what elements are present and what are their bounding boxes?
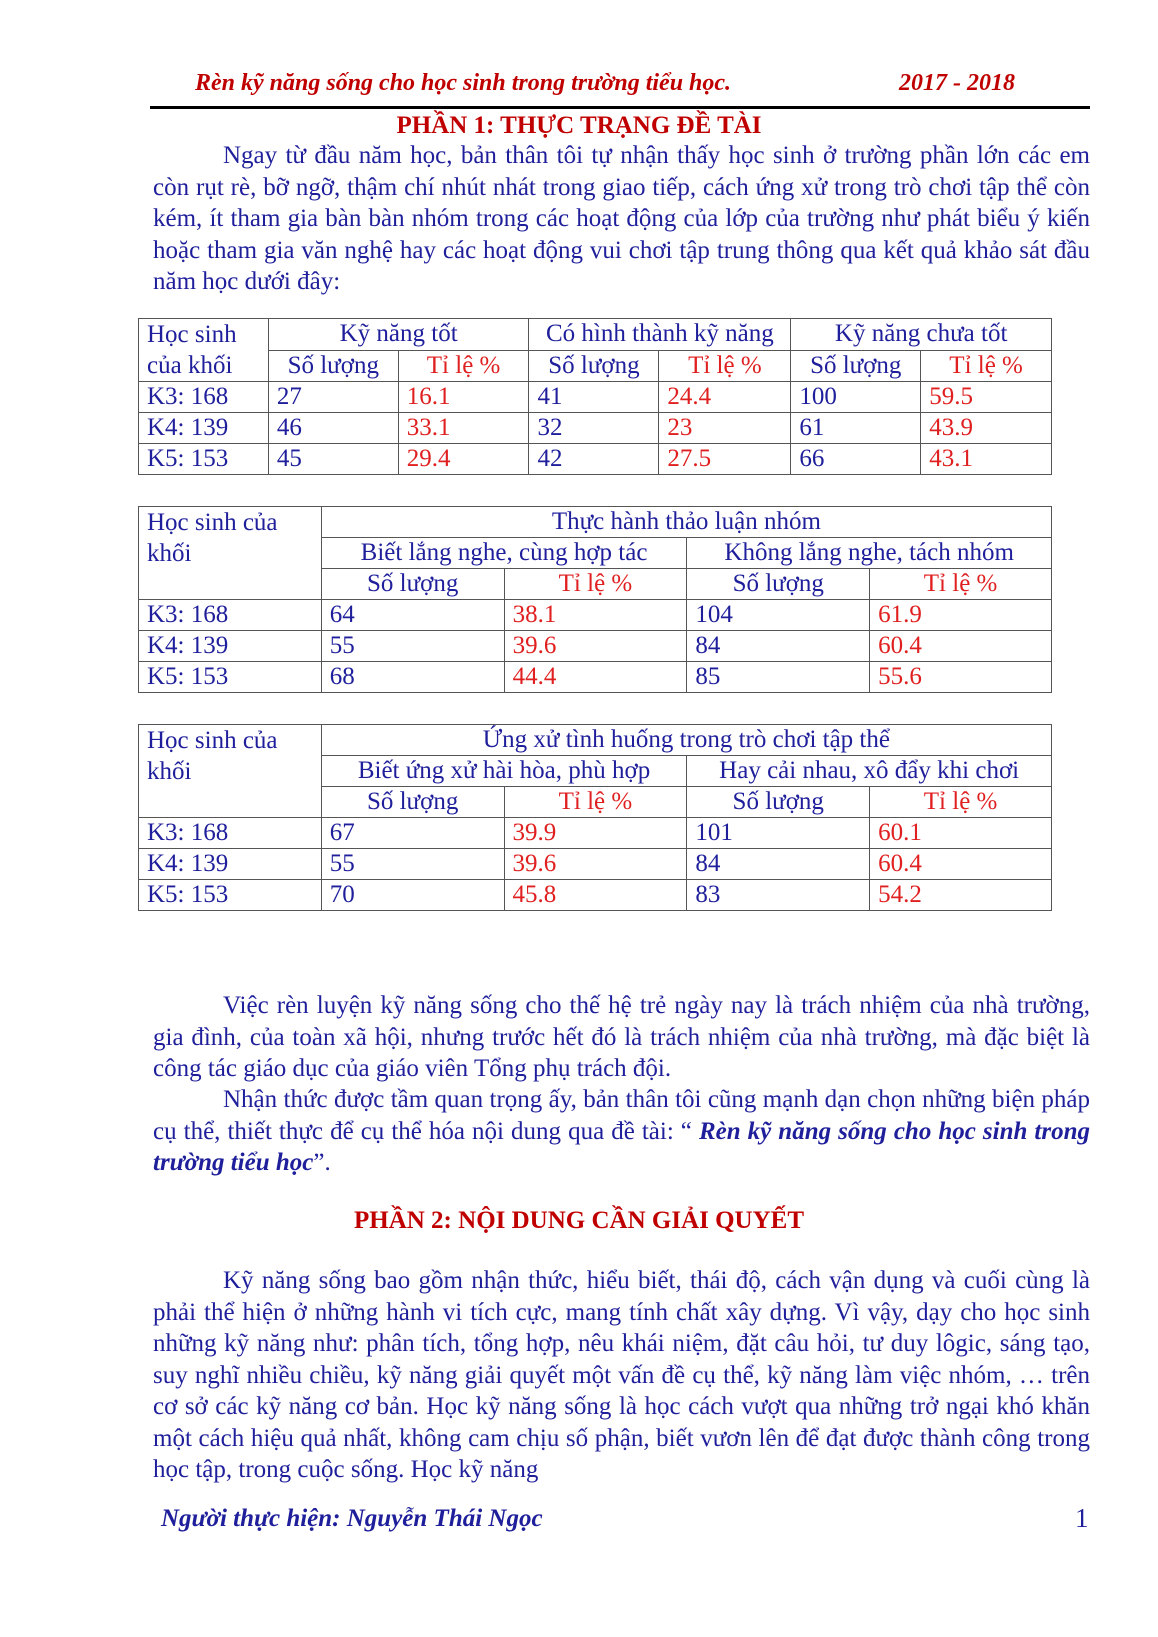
table2-corner-line2: khối [147,540,192,567]
table1-corner [139,319,269,382]
table1-sub-rate: Tỉ lệ % [921,350,1052,382]
cell-rate: 61.9 [870,600,1052,631]
table1-sub-count: Số lượng [791,350,921,382]
cell-rate: 29.4 [398,444,529,475]
page-number: 1 [1075,1503,1089,1533]
row-label: K4: 139 [139,849,322,880]
row-label: K3: 168 [139,818,322,849]
cell-rate: 39.9 [504,818,687,849]
cell-rate: 43.9 [921,413,1052,444]
cell-count: 55 [321,849,504,880]
cell-count: 42 [529,444,659,475]
table2-sub-rate: Tỉ lệ % [870,569,1052,600]
section2-body-text: Kỹ năng sống bao gồm nhận thức, hiểu biết, thái độ, cách vận dụng và cuối cùng là phải thể hiện ở những hành vi tích cực, mang tính chất xây dựng. Vì vậy, dạy cho học sinh những kỹ năng như: phân tích, tổng hợp, nêu khái niệm, đặt câu hỏi, tư duy lôgic, sáng tạo, suy nghĩ nhiều chiều, kỹ năng giải quyết một vấn đề cụ thể, kỹ năng làm việc nhóm, … trên cơ sở các kỹ năng cơ bản. Học kỹ năng sống là học cách vượt qua những trở ngại khó khăn một cách hiệu quả nhất, không cam chịu số phận, biết vươn lên để đạt được thành công trong học tập, trong cuộc sống. Học kỹ năng [153,1267,1090,1483]
table-row [139,600,1052,631]
table1-group-forming: Có hình thành kỹ năng [529,319,791,351]
table3-sub-count: Số lượng [321,787,504,818]
cell-rate: 44.4 [504,662,687,693]
table2-group-listen: Biết lắng nghe, cùng hợp tác [321,538,687,569]
table-row [139,444,1052,475]
cell-rate: 24.4 [659,382,791,413]
table2-corner-line1: Học sinh của [147,509,278,536]
table1-corner-line2: của khối [147,352,233,379]
cell-rate: 59.5 [921,382,1052,413]
cell-rate: 55.6 [870,662,1052,693]
table3-sub-rate: Tỉ lệ % [870,787,1052,818]
cell-count: 46 [268,413,398,444]
cell-rate: 23 [659,413,791,444]
table-row [139,880,1052,911]
table3-group-quarrel: Hay cải nhau, xô đẩy khi chơi [687,756,1052,787]
table1-sub-rate: Tỉ lệ % [398,350,529,382]
table1-group-good: Kỹ năng tốt [268,319,529,351]
cell-rate: 16.1 [398,382,529,413]
table-row [139,382,1052,413]
table-row [139,818,1052,849]
section2-body [153,1265,1090,1486]
cell-count: 84 [687,849,870,880]
survey-table-skills [138,318,1052,475]
table3-sub-count: Số lượng [687,787,870,818]
table1-group-weak: Kỹ năng chưa tốt [791,319,1052,351]
table1-sub-count: Số lượng [529,350,659,382]
table3-corner [139,725,322,818]
table3-corner-line1: Học sinh của [147,727,278,754]
paragraph-responsibility-text: Việc rèn luyện kỹ năng sống cho thế hệ trẻ ngày nay là trách nhiệm của nhà trường, gia đình, của toàn xã hội, nhưng trước hết đó là trách nhiệm của nhà trường, mà đặc biệt là công tác giáo dục của giáo viên Tổng phụ trách đội. [153,992,1090,1082]
page-header [150,70,1090,109]
table-row [139,631,1052,662]
table-row [139,413,1052,444]
table3-corner-line2: khối [147,758,192,785]
row-label: K5: 153 [139,662,322,693]
cell-count: 45 [268,444,398,475]
table2-corner [139,507,322,600]
paragraph-awareness-topic: Rèn kỹ năng sống cho học sinh trong trường tiểu học [153,1117,1090,1176]
table3-group-harmony: Biết ứng xử hài hòa, phù hợp [321,756,687,787]
table3-sub-rate: Tỉ lệ % [504,787,687,818]
row-label: K5: 153 [139,880,322,911]
paragraph-awareness-after: ”. [313,1149,331,1176]
cell-rate: 54.2 [870,880,1052,911]
paragraph-awareness [153,1084,1090,1179]
table-row [139,849,1052,880]
row-label: K4: 139 [139,413,269,444]
table3-title: Ứng xử tình huống trong trò chơi tập thể [321,725,1051,756]
cell-count: 104 [687,600,870,631]
section1-intro [153,140,1090,298]
paragraph-responsibility [153,990,1090,1085]
cell-count: 84 [687,631,870,662]
cell-count: 41 [529,382,659,413]
table1-sub-count: Số lượng [268,350,398,382]
cell-rate: 38.1 [504,600,687,631]
row-label: K5: 153 [139,444,269,475]
cell-count: 61 [791,413,921,444]
row-label: K3: 168 [139,382,269,413]
cell-rate: 43.1 [921,444,1052,475]
row-label: K4: 139 [139,631,322,662]
header-year: 2017 - 2018 [899,70,1015,96]
cell-count: 64 [321,600,504,631]
cell-count: 27 [268,382,398,413]
cell-count: 83 [687,880,870,911]
paragraph-awareness-before: Nhận thức được tầm quan trọng ấy, bản thân tôi cũng mạnh dạn chọn những biện pháp cụ thể, thiết thực để cụ thể hóa nội dung qua đề tài: “ [153,1086,1090,1145]
cell-count: 101 [687,818,870,849]
cell-count: 68 [321,662,504,693]
cell-count: 85 [687,662,870,693]
table2-sub-count: Số lượng [321,569,504,600]
cell-count: 32 [529,413,659,444]
cell-rate: 33.1 [398,413,529,444]
section1-intro-text: Ngay từ đầu năm học, bản thân tôi tự nhận thấy học sinh ở trường phần lớn các em còn rụt rè, bỡ ngỡ, thậm chí nhút nhát trong giao tiếp, cách ứng xử trong trò chơi tập thể còn kém, ít tham gia bàn bàn nhóm trong các hoạt động của lớp của trường như phát biểu ý kiến hoặc tham gia văn nghệ hay các hoạt động vui chơi tập trung thông qua kết quả khảo sát đầu năm học dưới đây: [153,142,1090,295]
footer-author: Người thực hiện: Nguyễn Thái Ngọc [161,1505,543,1532]
cell-rate: 60.1 [870,818,1052,849]
cell-count: 67 [321,818,504,849]
cell-rate: 39.6 [504,631,687,662]
table1-corner-line1: Học sinh [147,321,237,348]
cell-rate: 39.6 [504,849,687,880]
survey-table-group-discussion [138,506,1052,693]
cell-count: 66 [791,444,921,475]
cell-count: 100 [791,382,921,413]
cell-rate: 27.5 [659,444,791,475]
table2-title: Thực hành thảo luận nhóm [321,507,1051,538]
table-row [139,662,1052,693]
section1-heading: PHẦN 1: THỰC TRẠNG ĐỀ TÀI [396,112,762,139]
table1-sub-rate: Tỉ lệ % [659,350,791,382]
table2-group-no-listen: Không lắng nghe, tách nhóm [687,538,1052,569]
table2-sub-count: Số lượng [687,569,870,600]
cell-rate: 45.8 [504,880,687,911]
cell-rate: 60.4 [870,849,1052,880]
table2-sub-rate: Tỉ lệ % [504,569,687,600]
cell-count: 55 [321,631,504,662]
cell-rate: 60.4 [870,631,1052,662]
survey-table-game-behavior [138,724,1052,911]
section2-heading: PHẦN 2: NỘI DUNG CẦN GIẢI QUYẾT [353,1207,804,1234]
row-label: K3: 168 [139,600,322,631]
cell-count: 70 [321,880,504,911]
header-title: Rèn kỹ năng sống cho học sinh trong trường tiểu học. [195,70,732,96]
